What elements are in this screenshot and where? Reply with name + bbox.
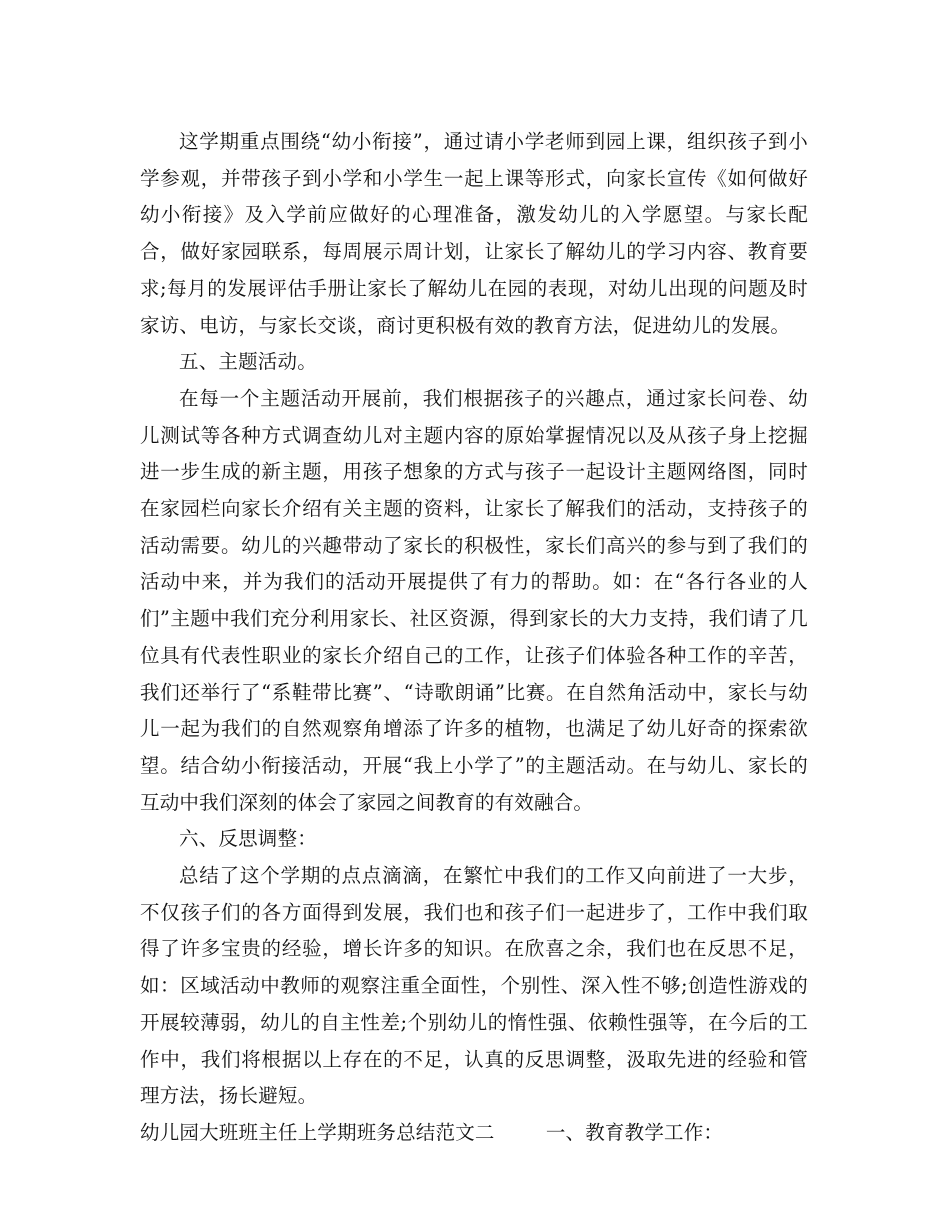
heading-theme-activities: 五、主题活动。 bbox=[179, 350, 317, 374]
closing-title: 幼儿园大班班主任上学期班务总结范文二 bbox=[140, 1120, 495, 1144]
paragraph-reflection: 总结了这个学期的点点滴滴，在繁忙中我们的工作又向前进了一大步，不仅孩子们的各方面得到发展，我们也和孩子们一起进步了，工作中我们取得了许多宝贵的经验，增长许多的知识。在欣喜之余，我们也在反思不足，如：区域活动中教师的观察注重全面性，个别性、深入性不够;创造性游戏的开展较薄弱，幼儿的自主性差;个别幼儿的惰性强、依赖性强等，在今后的工作中，我们将根据以上存在的不足，认真的反思调整，汲取先进的经验和管理方法，扬长避短。 bbox=[140, 864, 808, 1108]
document-page bbox=[140, 124, 808, 1152]
closing-gap bbox=[495, 1121, 546, 1144]
heading-reflection: 六、反思调整： bbox=[179, 827, 317, 851]
closing-line bbox=[140, 1115, 808, 1152]
paragraph-kindergarten-transition: 这学期重点围绕“幼小衔接”，通过请小学老师到园上课，组织孩子到小学参观，并带孩子到小学和小学生一起上课等形式，向家长宣传《如何做好幼小衔接》及入学前应做好的心理准备，激发幼儿的入学愿望。与家长配合，做好家园联系，每周展示周计划，让家长了解幼儿的学习内容、教育要求;每月的发展评估手册让家长了解幼儿在园的表现，对幼儿出现的问题及时家访、电访，与家长交谈，商讨更积极有效的教育方法，促进幼儿的发展。 bbox=[140, 130, 808, 337]
closing-section: 一、教育教学工作： bbox=[545, 1120, 724, 1144]
paragraph-theme-activities: 在每一个主题活动开展前，我们根据孩子的兴趣点，通过家长问卷、幼儿测试等各种方式调查幼儿对主题内容的原始掌握情况以及从孩子身上挖掘进一步生成的新主题，用孩子想象的方式与孩子一起设计主题网络图，同时在家园栏向家长介绍有关主题的资料，让家长了解我们的活动，支持孩子的活动需要。幼儿的兴趣带动了家长的积极性，家长们高兴的参与到了我们的活动中来，并为我们的活动开展提供了有力的帮助。如：在“各行各业的人们”主题中我们充分利用家长、社区资源，得到家长的大力支持，我们请了几位具有代表性职业的家长介绍自己的工作，让孩子们体验各种工作的辛苦，我们还举行了“系鞋带比赛”、“诗歌朗诵”比赛。在自然角活动中，家长与幼儿一起为我们的自然观察角增添了许多的植物，也满足了幼儿好奇的探索欲望。结合幼小衔接活动，开展“我上小学了”的主题活动。在与幼儿、家长的互动中我们深刻的体会了家园之间教育的有效融合。 bbox=[140, 386, 808, 814]
